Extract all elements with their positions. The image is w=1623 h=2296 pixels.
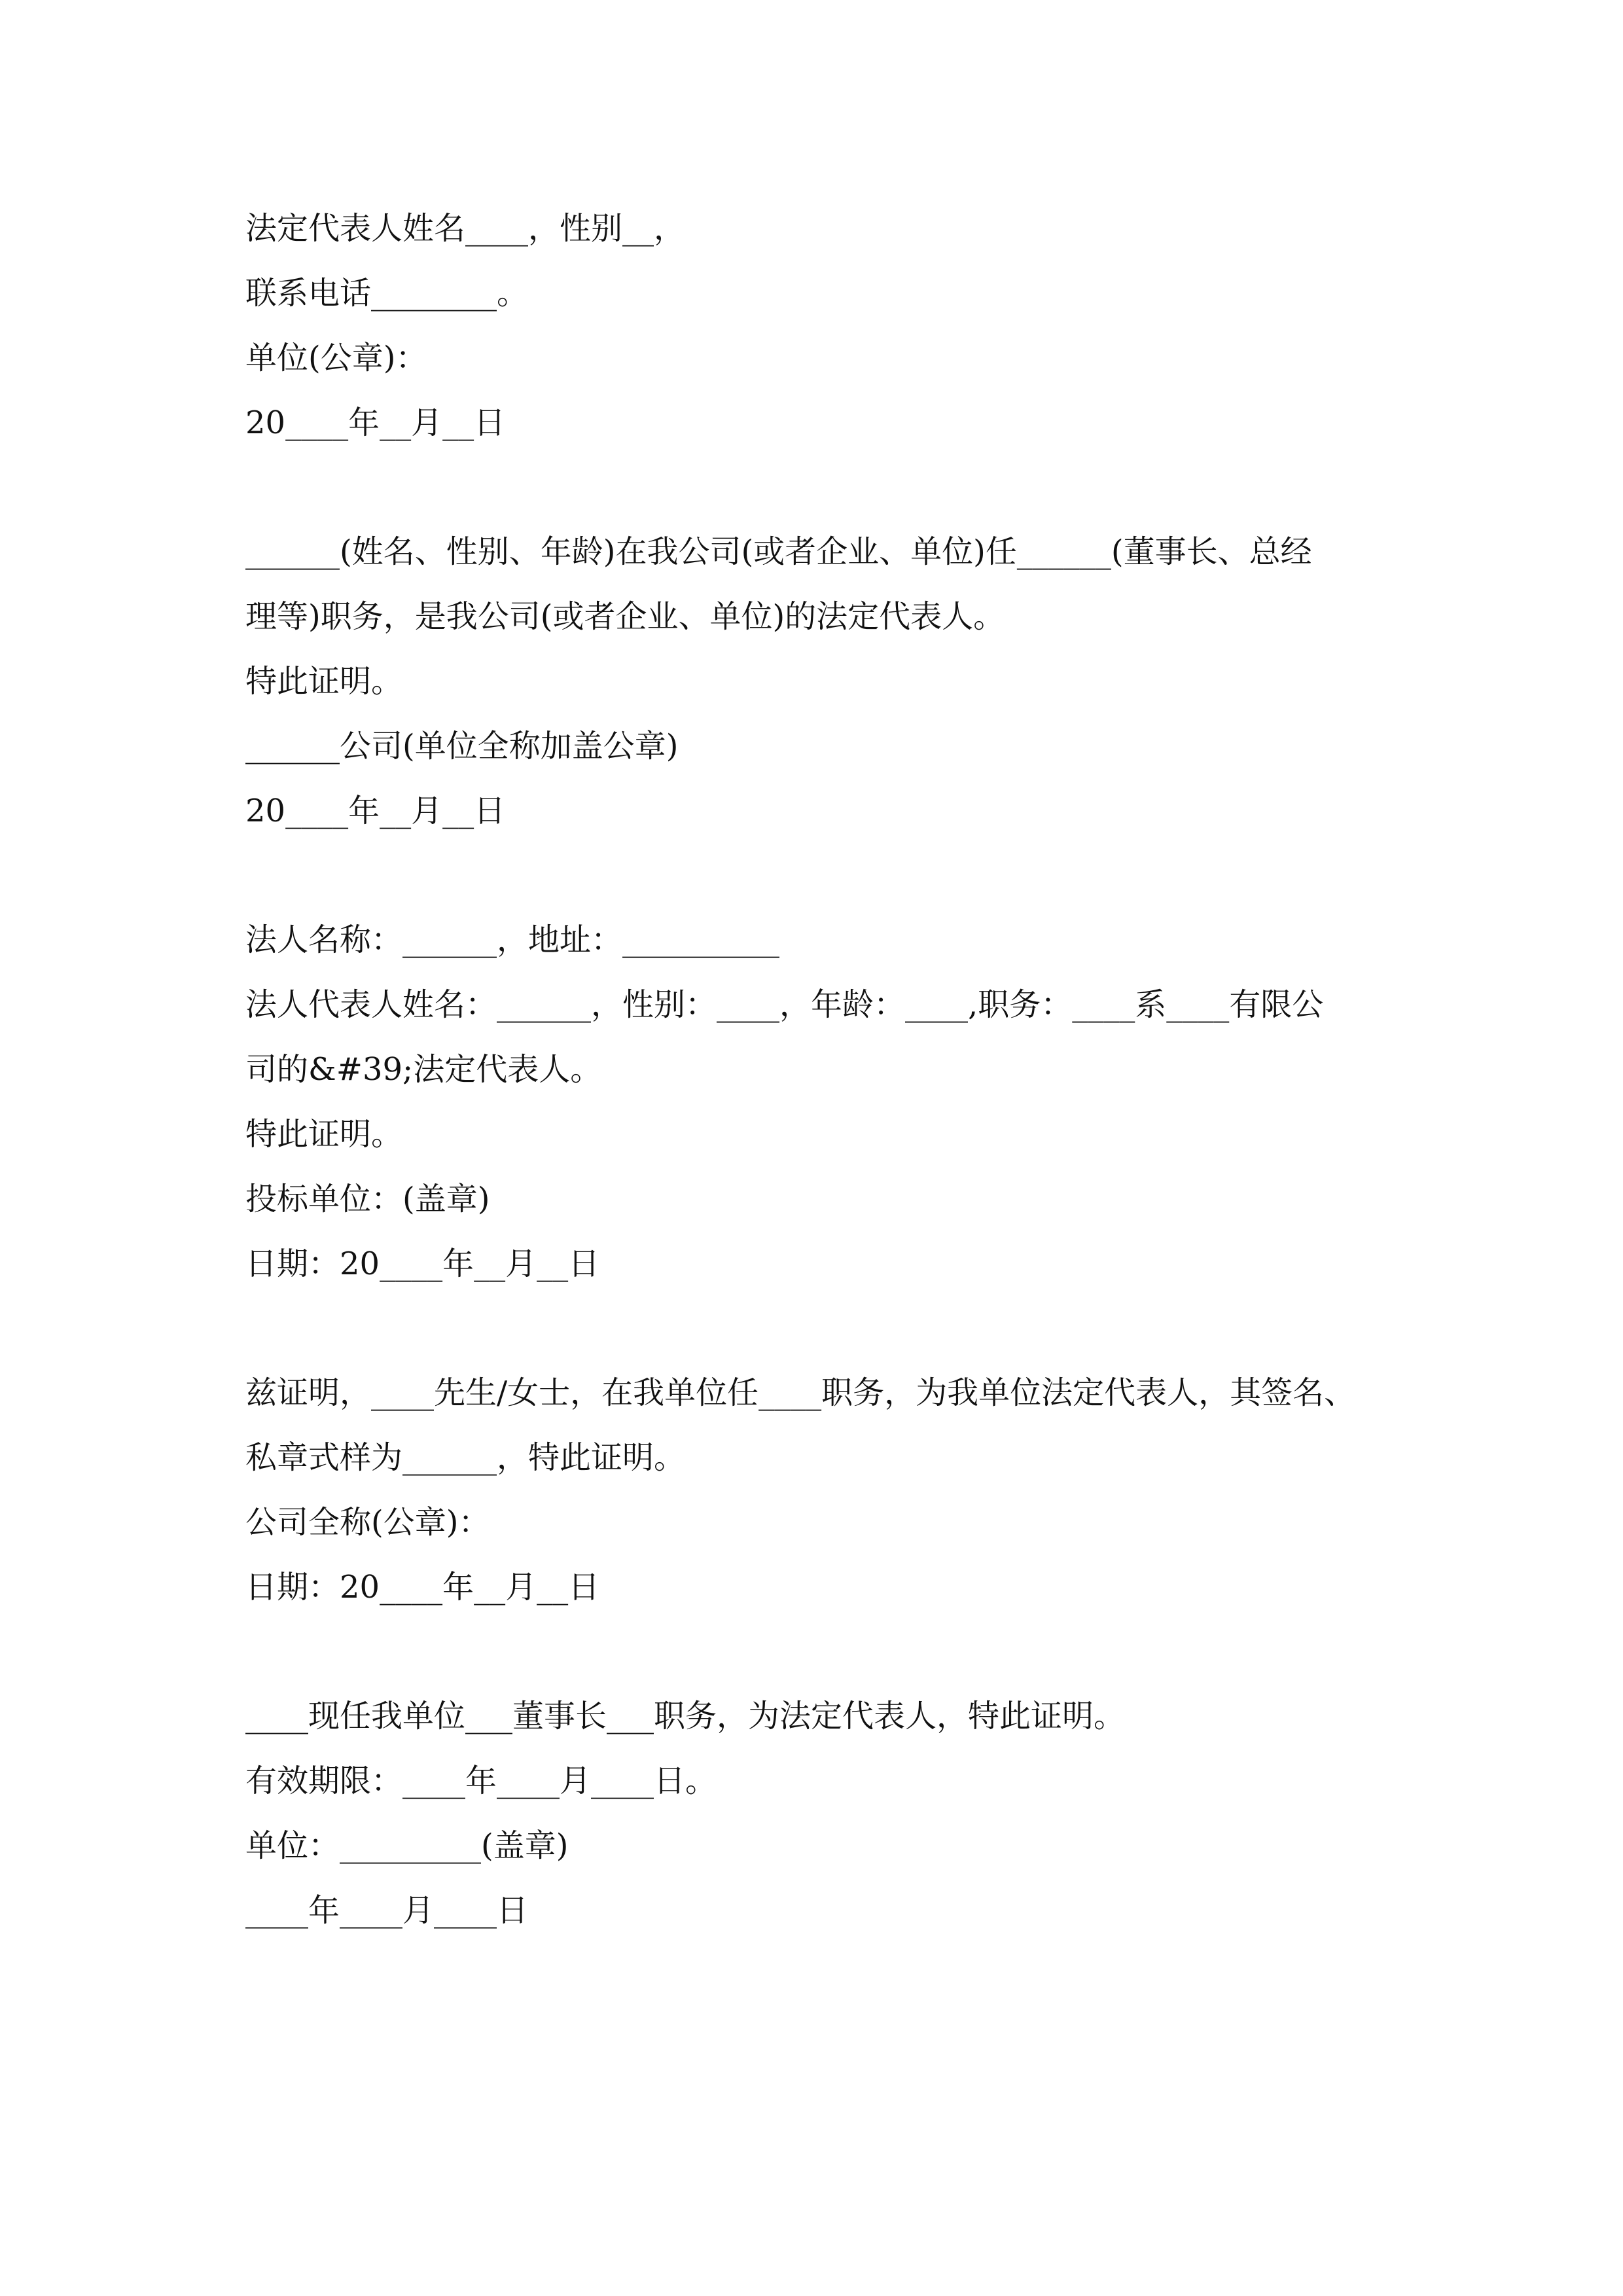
section-spacer [245,844,1397,908]
section-spacer [245,1620,1397,1684]
text-line: 联系电话________。 [245,275,529,312]
text-line: 兹证明，____先生/女士，在我单位任____职务，为我单位法定代表人，其签名、 [245,1374,1356,1411]
section-spacer [245,456,1397,520]
text-line: 司的&#39;法定代表人。 [245,1051,602,1088]
text-line: ______公司(单位全称加盖公章) [245,728,679,764]
text-line: 特此证明。 [245,663,403,700]
text-line: 20____年__月__日 [245,404,506,441]
text-line: 私章式样为______，特此证明。 [245,1439,686,1476]
text-line: ____年____月____日 [245,1892,529,1929]
certificate-section-1 [245,196,1397,456]
text-line: 20____年__月__日 [245,793,506,829]
certificate-section-3 [245,908,1397,1297]
text-line: ______(姓名、性别、年龄)在我公司(或者企业、单位)任______(董事长、总经 [245,533,1312,570]
text-line: 理等)职务，是我公司(或者企业、单位)的法定代表人。 [245,598,1005,635]
text-line: 公司全称(公章)： [245,1504,490,1541]
certificate-section-4 [245,1361,1397,1620]
text-line: 特此证明。 [245,1116,403,1153]
text-line: 投标单位：(盖章) [245,1181,490,1217]
text-line: 单位(公章)： [245,340,427,376]
text-line: 法人代表人姓名：______，性别：____，年龄：____,职务：____系____有限公 [245,986,1324,1023]
text-line: 法定代表人姓名____，性别__， [245,210,686,247]
certificate-section-5 [245,1684,1397,1943]
certificate-section-2 [245,520,1397,844]
text-line: 法人名称：______，地址：__________ [245,922,780,958]
text-line: 有效期限：____年____月____日。 [245,1763,717,1799]
text-line: 日期：20____年__月__日 [245,1569,600,1605]
text-line: ____现任我单位___董事长___职务，为法定代表人，特此证明。 [245,1698,1126,1734]
section-spacer [245,1297,1397,1361]
document-body [245,196,1397,1943]
text-line: 日期：20____年__月__日 [245,1246,600,1282]
text-line: 单位：_________(盖章) [245,1827,569,1864]
